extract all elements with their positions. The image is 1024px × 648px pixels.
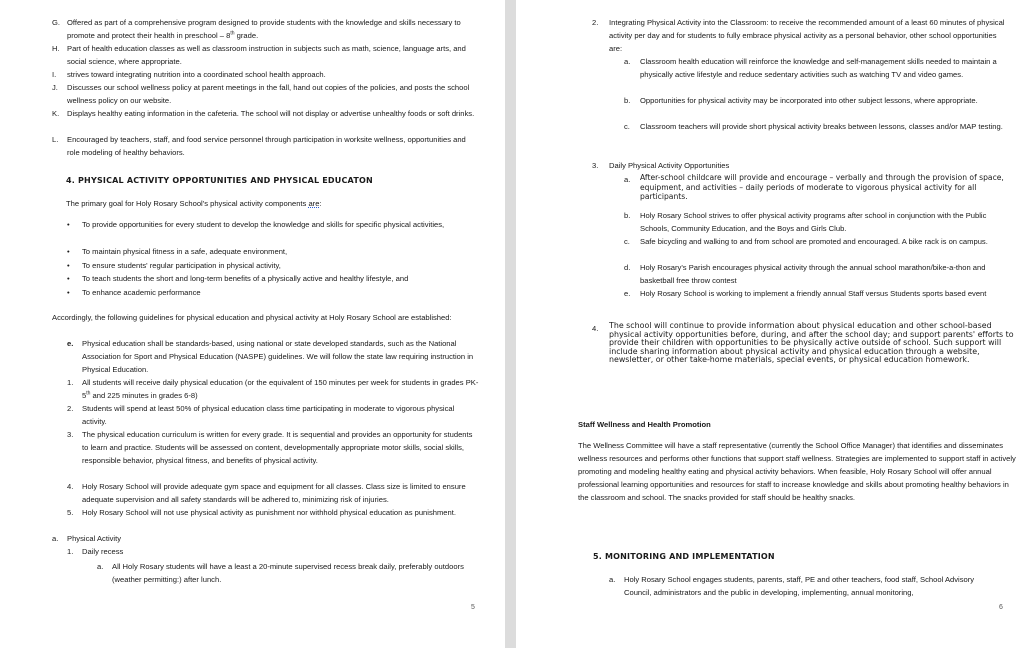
bullet-item: To provide opportunities for every student to develop the knowledge and skills for specific physical activities, xyxy=(82,220,445,229)
subsection-item: Daily recess xyxy=(82,547,124,556)
list-marker: 3. xyxy=(592,161,599,170)
bullet-marker: • xyxy=(67,247,70,256)
guideline-item: Holy Rosary School will not use physical activity as punishment nor withhold physical education as punishment. xyxy=(82,508,456,517)
guideline-item: The physical education curriculum is written for every grade. It is sequential and provides an opportunity for students to learn and practice. Students will be assessed on content, developmentally appropriate motor skills, social skills, responsible behavior, physical fitness, and benefits of physical activity. xyxy=(82,430,473,465)
list-marker: c. xyxy=(624,122,630,131)
list-marker: e. xyxy=(624,289,631,298)
list-marker: b. xyxy=(624,96,631,105)
bullet-marker: • xyxy=(67,220,70,229)
guideline-item: Students will spend at least 50% of physical education class time participating in moderate to vigorous physical activity. xyxy=(82,404,455,426)
document-page-right xyxy=(516,0,1024,648)
list-marker: a. xyxy=(609,575,616,584)
list-item: Daily Physical Activity Opportunities xyxy=(609,161,730,170)
bullet-item: To teach students the short and long-term benefits of a physically active and healthy lifestyle, and xyxy=(82,274,409,283)
subsection-item: All Holy Rosary students will have a least a 20-minute supervised recess break daily, preferably outdoors (weather permitting:) after lunch. xyxy=(112,562,464,584)
guideline-item: Physical education shall be standards-based, using national or state developed standards, such as the National Association for Sport and Physical Education (NASPE) guidelines. We will follow the state law requiring instruction in Physical Education. xyxy=(82,339,474,374)
intro-text: : xyxy=(319,199,322,208)
guideline-text: and 225 minutes in grades 6-8) xyxy=(90,391,198,400)
list-item: Integrating Physical Activity into the Classroom: to receive the recommended amount of a least 60 minutes of physical activity per day and for students to fully embrace physical activity as a personal behavior, other school opportunities are: xyxy=(609,18,1005,53)
list-marker: 2. xyxy=(592,18,599,27)
staff-paragraph: The Wellness Committee will have a staff representative (currently the School Office Manager) that identifies and disseminates wellness resources and performs other functions that support staff wellness. Strategies are implemented to support staff in actively promoting and modeling healthy eating and physical activity behaviors. When feasible, Holy Rosary School will offer annual professional learning opportunities and resources for staff to increase knowledge and skills about promoting healthy behaviors in the classroom and school. The snacks provided for staff should be healthy snacks. xyxy=(578,441,1016,502)
document-page-left xyxy=(0,0,505,648)
page-number: 6 xyxy=(999,604,1003,611)
list-marker: c. xyxy=(624,237,630,246)
list-item: Holy Rosary School engages students, parents, staff, PE and other teachers, food staff, School Advisory Council, administrators and the public in developing, implementing, annual monitoring, xyxy=(624,575,975,597)
list-item: Classroom teachers will provide short physical activity breaks between lessons, classes and/or MAP testing. xyxy=(640,122,1003,131)
list-item: Encouraged by teachers, staff, and food service personnel through participation in worksite wellness, opportunities and role modeling of healthy behaviors. xyxy=(67,135,466,157)
list-item: After-school childcare will provide and encourage – verbally and through the provision of space, equipment, and activities – daily periods of moderate to vigorous physical activity for all participants. xyxy=(640,173,1004,202)
list-item: Part of health education classes as well as classroom instruction in subjects such as math, science, language arts, and social science, where appropriate. xyxy=(67,44,466,66)
list-marker: 4. xyxy=(67,482,74,491)
bullet-marker: • xyxy=(67,274,70,283)
section-heading: 4. PHYSICAL ACTIVITY OPPORTUNITIES AND PHYSICAL EDUCATON xyxy=(66,176,373,185)
page-gap xyxy=(505,0,516,648)
list-marker: b. xyxy=(624,211,631,220)
list-item: Discusses our school wellness policy at parent meetings in the fall, hand out copies of the policies, and posts the school wellness policy on our website. xyxy=(67,83,470,105)
list-marker: a. xyxy=(624,57,631,66)
list-marker: 1. xyxy=(67,378,74,387)
list-item xyxy=(67,16,469,42)
list-marker: e. xyxy=(67,339,74,348)
list-item: Holy Rosary School strives to offer physical activity programs after school in conjunction with the Public Schools, Community Education, and the Boys and Girls Club. xyxy=(640,211,987,233)
list-marker: a. xyxy=(52,534,59,543)
intro-text: The primary goal for Holy Rosary School's physical activity components xyxy=(66,199,309,208)
list-item-text: grade. xyxy=(234,31,259,40)
guideline-item xyxy=(82,376,480,402)
bullet-item: To maintain physical fitness in a safe, adequate environment, xyxy=(82,247,288,256)
list-marker: J. xyxy=(52,83,58,92)
list-item: Holy Rosary School is working to implement a friendly annual Staff versus Students sports based event xyxy=(640,289,987,298)
list-marker: L. xyxy=(52,135,59,144)
guidelines-intro: Accordingly, the following guidelines for physical education and physical activity at Holy Rosary School are established: xyxy=(52,313,452,322)
list-marker: a. xyxy=(97,562,104,571)
list-item: strives toward integrating nutrition into a coordinated school health approach. xyxy=(67,70,326,79)
list-marker: I. xyxy=(52,70,57,79)
page-number: 5 xyxy=(471,604,475,611)
list-marker: 2. xyxy=(67,404,74,413)
list-marker: 4. xyxy=(592,324,599,333)
list-marker: 3. xyxy=(67,430,74,439)
bullet-item: To ensure students' regular participation in physical activity, xyxy=(82,261,281,270)
list-marker: a. xyxy=(624,175,631,184)
guideline-text: All students will receive daily physical education (or the equivalent of 150 minutes per week for students in grades PK-5 xyxy=(82,378,479,400)
list-marker: 1. xyxy=(67,547,74,556)
subsection-heading: Staff Wellness and Health Promotion xyxy=(578,420,711,429)
list-marker: K. xyxy=(52,109,60,118)
bullet-item: To enhance academic performance xyxy=(82,288,201,297)
intro-paragraph xyxy=(66,197,486,210)
list-item: The school will continue to provide information about physical education and other school-based physical activity opportunities before, during, and after the school day; and support parents' efforts to provide their children with opportunities to be physically active outside of school. Such support will include sharing information about physical activity and physical education through a website, newsletter, or other take-home materials, special events, or physical education homework. xyxy=(609,321,1014,365)
bullet-marker: • xyxy=(67,261,70,270)
list-item: Safe bicycling and walking to and from school are promoted and encouraged. A bike rack is on campus. xyxy=(640,237,988,246)
list-item: Classroom health education will reinforce the knowledge and self-management skills needed to maintain a physically active lifestyle and reduce sedentary activities such as watching TV and video games. xyxy=(640,57,997,79)
list-item: Holy Rosary's Parish encourages physical activity through the annual school marathon/bike-a-thon and basketball free throw contest xyxy=(640,263,986,285)
superscript: th xyxy=(86,390,91,397)
bullet-marker: • xyxy=(67,288,70,297)
list-marker: H. xyxy=(52,44,60,53)
section-heading: 5. MONITORING AND IMPLEMENTATION xyxy=(593,552,775,561)
list-item-text: Offered as part of a comprehensive program designed to provide students with the knowledge and skills necessary to promote and protect their health in preschool – 8 xyxy=(67,18,461,40)
superscript: th xyxy=(230,30,235,37)
list-item: Displays healthy eating information in the cafeteria. The school will not display or advertise unhealthy foods or soft drinks. xyxy=(67,109,475,118)
flagged-word: are xyxy=(308,199,320,208)
list-marker: G. xyxy=(52,18,61,27)
subsection-item: Physical Activity xyxy=(67,534,122,543)
guideline-item: Holy Rosary School will provide adequate gym space and equipment for all classes. Class size is limited to ensure adequate supervision and all safety standards will be adhered to, minimizing risk of injuries. xyxy=(82,482,466,504)
list-marker: 5. xyxy=(67,508,74,517)
list-marker: d. xyxy=(624,263,631,272)
list-item: Opportunities for physical activity may be incorporated into other subject lessons, where appropriate. xyxy=(640,96,978,105)
